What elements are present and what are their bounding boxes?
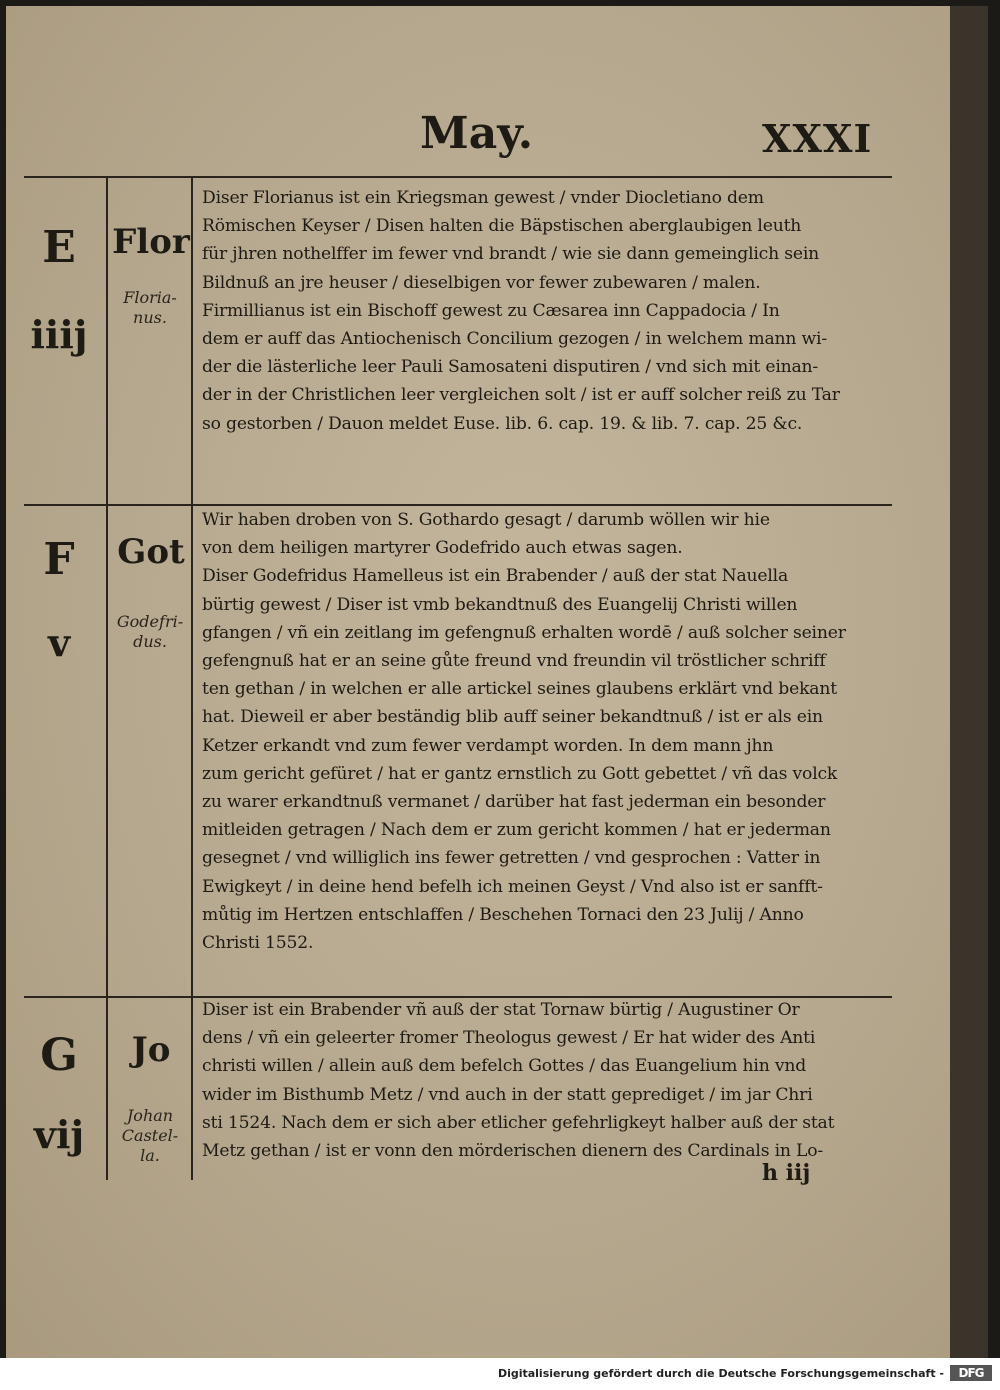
footer-credit: Digitalisierung gefördert durch die Deutsche Forschungsgemeinschaft -	[497, 1367, 944, 1380]
running-head-month: May.	[420, 108, 534, 159]
text-line: dens / vñ ein geleerter fromer Theologus gewest / Er hat wider des Anti	[202, 1028, 816, 1049]
saint-latin-name	[112, 1106, 188, 1166]
text-line: Wir haben droben von S. Gothardo gesagt / darumb wöllen wir hie	[202, 510, 770, 530]
text-line: Firmillianus ist ein Bischoff gewest zu Cæsarea inn Cappadocia / In	[202, 300, 780, 321]
entry-text	[202, 506, 892, 957]
text-line: Römischen Keyser / Disen halten die Bäpstischen aberglaubigen leuth	[202, 216, 802, 237]
saint-abbreviation: Got	[117, 532, 185, 572]
text-line: Diser ist ein Brabender vñ auß der stat Tornaw bürtig / Augustiner Or	[202, 1000, 800, 1020]
text-line: zum gericht gefüret / hat er gantz ernstlich zu Gott gebettet / vñ das volck	[202, 763, 838, 784]
text-line: bürtig gewest / Diser ist vmb bekandtnuß des Euangelij Christi willen	[202, 594, 798, 615]
digitization-footer	[0, 1358, 1000, 1390]
text-line: gefengnuß hat er an seine gůte freund vnd freundin vil tröstlicher schriff	[202, 651, 826, 672]
dfg-logo: DFG	[950, 1365, 992, 1381]
text-line: der die lästerliche leer Pauli Samosateni disputiren / vnd sich mit einan-	[202, 357, 819, 378]
text-line: von dem heiligen martyrer Godefrido auch etwas sagen.	[202, 538, 683, 559]
entry-text	[202, 184, 892, 438]
text-line: mitleiden getragen / Nach dem er zum gericht kommen / hat er jederman	[202, 820, 831, 841]
text-line: der in der Christlichen leer vergleichen solt / ist er auff solcher reiß zu Tar	[202, 385, 840, 406]
sunday-letter: F	[43, 534, 75, 585]
latin-name-line: Castel-	[121, 1126, 179, 1145]
saint-latin-name	[112, 612, 188, 652]
sunday-letter: G	[40, 1030, 78, 1081]
sunday-letter: E	[42, 222, 76, 273]
folio-number: XXXI	[762, 116, 873, 161]
text-line: so gestorben / Dauon meldet Euse. lib. 6. cap. 19. & lib. 7. cap. 25 &c.	[202, 413, 803, 434]
page-edge	[950, 6, 988, 1358]
text-line: můtig im Hertzen entschlaffen / Beschehen Tornaci den 23 Julij / Anno	[202, 904, 804, 925]
text-line: christi willen / allein auß dem befelch Gottes / das Euangelium hin vnd	[202, 1056, 807, 1077]
text-line: Bildnuß an jre heuser / dieselbigen vor fewer zubewaren / malen.	[202, 272, 761, 293]
text-line: sti 1524. Nach dem er sich aber etlicher gefehrligkeyt halber auß der stat	[202, 1112, 835, 1133]
text-line: für jhren nothelffer im fewer vnd brandt / wie sie dann gemeinglich sein	[202, 244, 819, 265]
text-line: Christi 1552.	[202, 933, 314, 954]
saint-abbreviation: Flor	[112, 222, 190, 262]
latin-name-line: la.	[140, 1146, 160, 1165]
day-number: iiij	[30, 312, 88, 357]
latin-name-line: Johan	[126, 1106, 174, 1125]
day-number: vij	[33, 1112, 85, 1157]
text-line: gfangen / vñ ein zeitlang im gefengnuß erhalten wordē / auß solcher seiner	[202, 622, 846, 643]
text-line: Metz gethan / ist er vonn den mörderischen dienern des Cardinals in Lo-	[202, 1141, 823, 1162]
text-line: dem er auff das Antiochenisch Concilium gezogen / in welchem mann wi-	[202, 329, 827, 350]
entry-text	[202, 996, 892, 1165]
text-line: gesegnet / vnd williglich ins fewer getretten / vnd gesprochen : Vatter in	[202, 848, 821, 869]
saint-abbreviation: Jo	[131, 1030, 171, 1070]
latin-name-line: nus.	[133, 308, 167, 327]
header-rule	[24, 176, 892, 178]
text-line: Ewigkeyt / in deine hend befelh ich meinen Geyst / Vnd also ist er sanfft-	[202, 876, 823, 897]
saint-latin-name	[112, 288, 188, 328]
text-line: ten gethan / in welchen er alle artickel seines glaubens erklärt vnd bekant	[202, 679, 837, 700]
text-line: Diser Godefridus Hamelleus ist ein Brabender / auß der stat Nauella	[202, 566, 789, 587]
signature-mark: h iij	[762, 1160, 811, 1186]
text-line: hat. Dieweil er aber beständig blib auff seiner bekandtnuß / ist er als ein	[202, 707, 823, 728]
latin-name-line: Godefri-	[116, 612, 184, 631]
day-number: v	[47, 620, 71, 665]
text-line: Diser Florianus ist ein Kriegsman gewest / vnder Diocletiano dem	[202, 188, 764, 208]
latin-name-line: dus.	[133, 632, 167, 651]
latin-name-line: Floria-	[123, 288, 177, 307]
text-line: Ketzer erkandt vnd zum fewer verdampt worden. In dem mann jhn	[202, 735, 774, 756]
text-line: zu warer erkandtnuß vermanet / darüber hat fast jederman ein besonder	[202, 792, 826, 813]
text-line: wider im Bisthumb Metz / vnd auch in der statt geprediget / im jar Chri	[202, 1084, 813, 1105]
